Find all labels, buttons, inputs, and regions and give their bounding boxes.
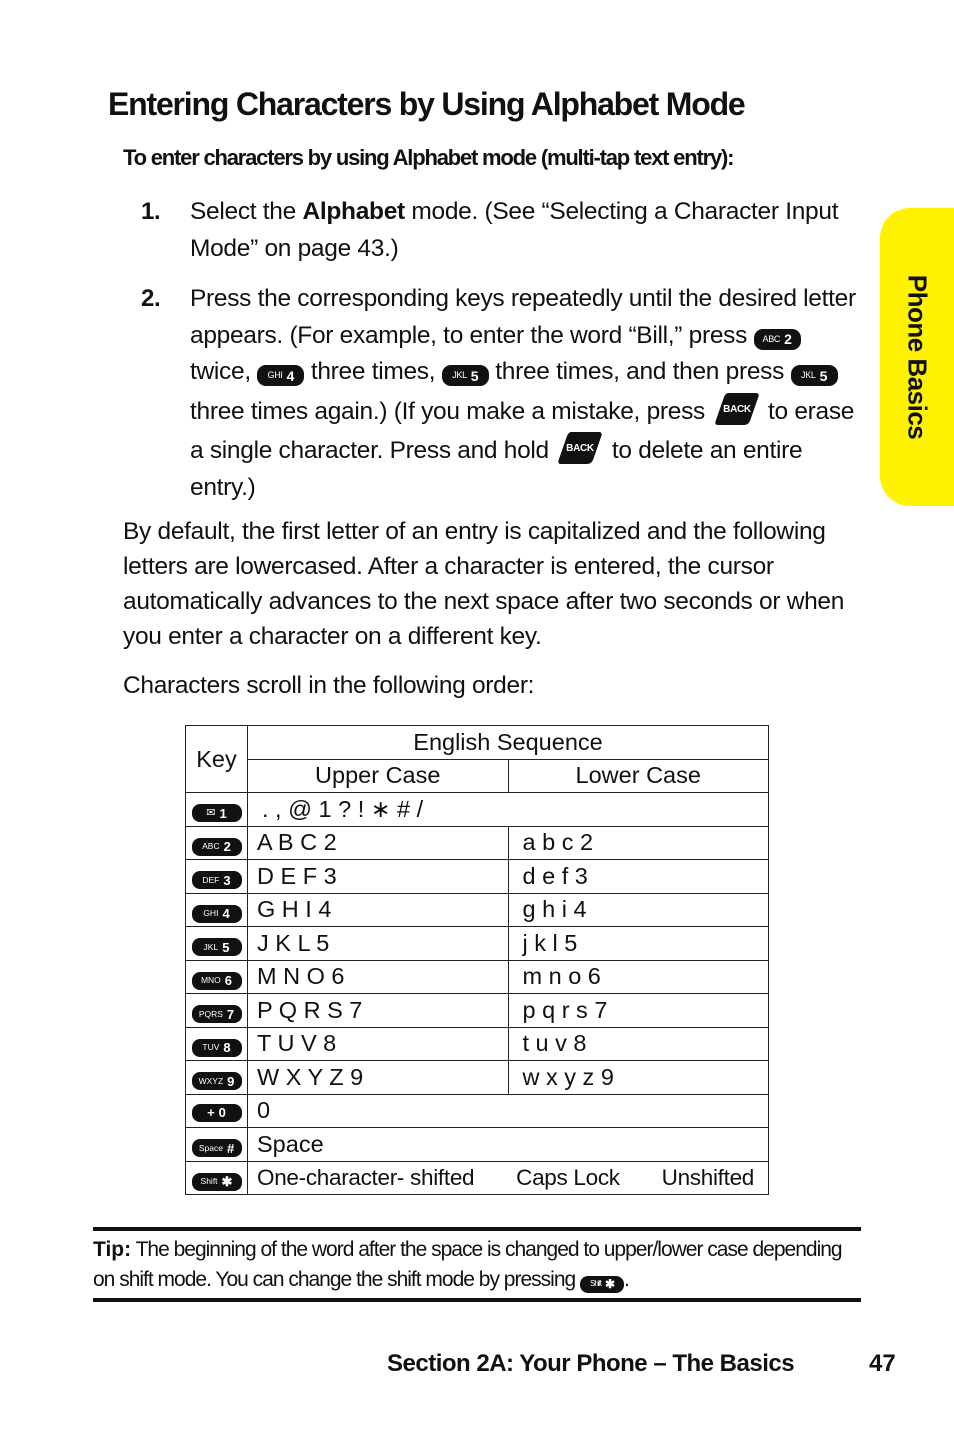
page-number: 47 (869, 1350, 896, 1377)
table-row: + 0 0 (186, 1094, 769, 1128)
space-pound-key-icon: Space # (192, 1139, 242, 1157)
procedure-heading: To enter characters by using Alphabet mode (multi-tap text entry): (123, 145, 734, 170)
table-header-upper: Upper Case (248, 759, 509, 793)
table-row: GHI 4 G H I 4 g h i 4 (186, 893, 769, 927)
tip-label: Tip: (93, 1238, 132, 1261)
page-title: Entering Characters by Using Alphabet Mode (108, 86, 745, 122)
alphabet-mode-name: Alphabet (302, 198, 405, 225)
step-2-text: Press the corresponding keys repeatedly until the desired letter appears. (For example, to enter the word “Bill,” press ABC 2 twice, GHI 4 three times, JKL 5 three times, and then press JKL 5 three times again.) (If you make a mistake, press BACK to erase a single character. Press and hold BACK to delete an entire entry.) (190, 285, 856, 501)
side-tab-label: Phone Basics (902, 274, 933, 440)
mno-6-key-icon: MNO 6 (192, 972, 242, 990)
table-header-key: Key (186, 726, 248, 793)
tip-bottom-rule (93, 1298, 861, 1302)
step-1-text: Select the Alphabet mode. (See “Selecting a Character Input Mode” on page 43.) (190, 198, 839, 262)
table-header-sequence: English Sequence (248, 726, 769, 760)
shift-modes: One-character- shifted Caps Lock Unshifted (257, 1164, 754, 1190)
table-row: DEF 3 D E F 3 d e f 3 (186, 860, 769, 894)
table-header-lower: Lower Case (508, 759, 769, 793)
back-key-icon (714, 391, 760, 427)
abc-2-key-icon: ABC 2 (192, 838, 242, 856)
table-row: MNO 6 M N O 6 m n o 6 (186, 960, 769, 994)
table-row: PQRS 7 P Q R S 7 p q r s 7 (186, 994, 769, 1028)
table-row: JKL 5 J K L 5 j k l 5 (186, 927, 769, 961)
abc-2-key-icon: ABC 2 (754, 329, 801, 350)
svg-text:BACK: BACK (566, 443, 595, 454)
tip-box: Tip: The beginning of the word after the space is changed to upper/lower case depending on shift mode. You can change the shift mode by pressing Shift ✱ . (93, 1238, 842, 1291)
scroll-order-intro: Characters scroll in the following order: (123, 672, 535, 699)
table-row: ✉ 1 . , @ 1 ? ! ∗ # / (186, 793, 769, 827)
table-row (186, 1161, 769, 1195)
footer-section-title: Section 2A: Your Phone – The Basics (387, 1350, 795, 1377)
jkl-5-key-icon: JKL 5 (442, 365, 489, 386)
back-key-icon (557, 430, 603, 466)
body-paragraph: By default, the first letter of an entry is capitalized and the following letters are lowercased. After a character is entered, the cursor automatically advances to the next space after two seconds or when you enter a character on a different key. (123, 518, 845, 650)
step-number: 2. (141, 285, 161, 312)
shift-star-key-icon: Shift ✱ (192, 1173, 242, 1191)
pqrs-7-key-icon: PQRS 7 (192, 1005, 242, 1023)
def-3-key-icon: DEF 3 (192, 871, 242, 889)
table-row: ABC 2 A B C 2 a b c 2 (186, 826, 769, 860)
shift-star-key-icon: Shift ✱ (580, 1276, 624, 1293)
svg-text:BACK: BACK (722, 403, 751, 415)
wxyz-9-key-icon: WXYZ 9 (192, 1072, 242, 1090)
envelope-1-key-icon: ✉ 1 (192, 804, 242, 822)
tuv-8-key-icon: TUV 8 (192, 1039, 242, 1057)
ghi-4-key-icon: GHI 4 (192, 905, 242, 923)
plus-0-key-icon: + 0 (192, 1104, 242, 1122)
section-side-tab (880, 208, 954, 506)
table-row: Space # Space (186, 1128, 769, 1162)
jkl-5-key-icon: JKL 5 (192, 938, 242, 956)
table-row: TUV 8 T U V 8 t u v 8 (186, 1027, 769, 1061)
character-sequence-table (185, 725, 769, 1195)
tip-top-rule (93, 1227, 861, 1231)
step-number: 1. (141, 198, 161, 225)
jkl-5-key-icon: JKL 5 (791, 365, 838, 386)
ghi-4-key-icon: GHI 4 (257, 365, 304, 386)
table-row: WXYZ 9 W X Y Z 9 w x y z 9 (186, 1061, 769, 1095)
